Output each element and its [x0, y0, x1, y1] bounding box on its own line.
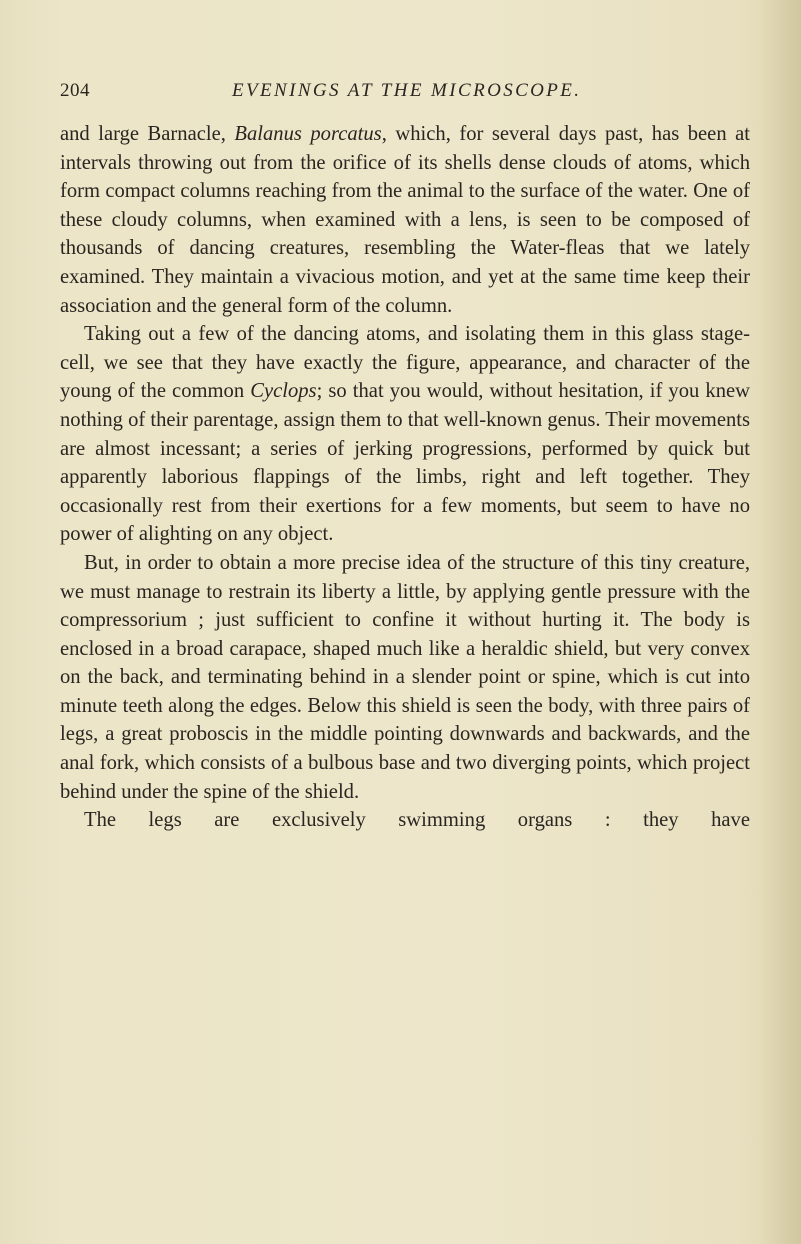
species-name-balanus: Balanus porcatus: [234, 123, 382, 145]
text-run: and large Barnacle,: [60, 123, 235, 145]
paragraph-2: [60, 320, 750, 549]
page-number: 204: [60, 80, 90, 101]
page-header: [60, 80, 750, 112]
paragraph-4: [60, 806, 750, 835]
paragraph-1: [60, 120, 750, 320]
body-text: [60, 120, 750, 835]
genus-name-cyclops: Cyclops: [250, 380, 317, 403]
text-run: But, in order to obtain a more precise idea of the structure of this tiny creature, we must manage to restrain its liberty a little, by applying gentle pressure with the compressorium ; just sufficient to confine it without hurting it. The body is enclosed in a broad carapace, shaped much like a heraldic shield, but very convex on the back, and terminating behind in a slender point or spine, which is cut into minute teeth along the edges. Below this shield is seen the body, with three pairs of legs, a great proboscis in the middle pointing downwards and backwards, and the anal fork, which consists of a bulbous base and two diverging points, which project behind under the spine of the shield.: [60, 551, 750, 803]
text-run: ; so that you would, without hesitation, if you knew nothing of their parentage, assign them to that well-known genus. Their movements are almost incessant; a series of jerking progressions, performed by quick but apparently laborious flappings of the limbs, right and left together. They occasionally rest from their exertions for a few moments, but seem to have no power of alighting on any object.: [60, 380, 751, 546]
paragraph-3: [60, 549, 750, 806]
text-run: The legs are exclusively swimming organs : they have: [84, 809, 750, 832]
running-head: EVENINGS AT THE MICROSCOPE.: [232, 80, 582, 101]
page-edge-shadow: [761, 0, 801, 1244]
text-run: , which, for several days past, has been at intervals throwing out from the orifice of its shells dense clouds of atoms, which form compact columns reaching from the animal to the surface of the water. One of these cloudy columns, when examined with a lens, is seen to be composed of thousands of dancing creatures, resembling the Water-fleas that we lately examined. They maintain a vivacious motion, and yet at the same time keep their association and the general form of the column.: [60, 123, 750, 317]
text-run: Taking out a few of the dancing atoms, and isolating them in this glass stage-cell, we see that they have exactly the figure, appearance, and character of the young of the common: [60, 323, 750, 403]
